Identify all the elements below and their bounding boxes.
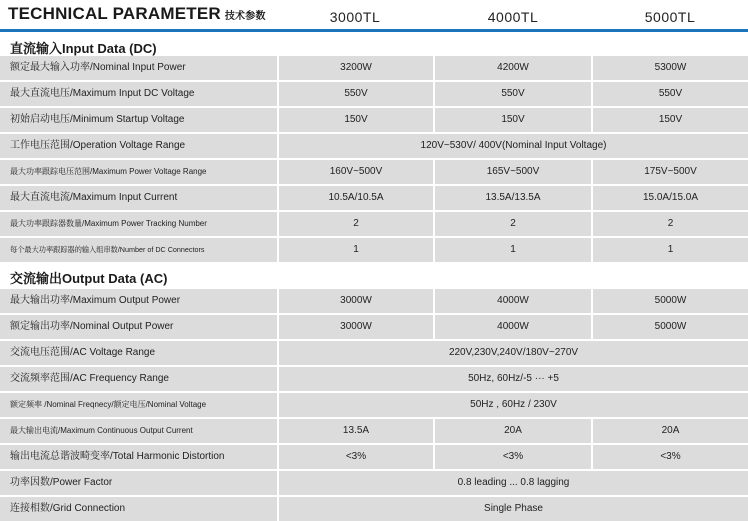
row-label: 最大输出功率/Maximum Output Power bbox=[0, 289, 277, 313]
table-row bbox=[0, 471, 748, 495]
row-label: 额定最大输入功率/Nominal Input Power bbox=[0, 56, 277, 80]
table-row bbox=[0, 289, 748, 313]
header-divider bbox=[0, 29, 748, 32]
row-label: 连接相数/Grid Connection bbox=[0, 497, 277, 521]
value-5000tl: 2 bbox=[593, 212, 748, 236]
row-label: 输出电流总谐波畸变率/Total Harmonic Distortion bbox=[0, 445, 277, 469]
table-row bbox=[0, 186, 748, 210]
page-title bbox=[8, 4, 266, 24]
value-3000tl: 1 bbox=[279, 238, 433, 262]
value-all-models: Single Phase bbox=[279, 497, 748, 521]
row-label: 最大直流电流/Maximum Input Current bbox=[0, 186, 277, 210]
row-label: 额定输出功率/Nominal Output Power bbox=[0, 315, 277, 339]
table-row bbox=[0, 160, 748, 184]
value-5000tl: 175V~500V bbox=[593, 160, 748, 184]
value-5000tl: 15.0A/15.0A bbox=[593, 186, 748, 210]
value-all-models: 0.8 leading ... 0.8 lagging bbox=[279, 471, 748, 495]
value-3000tl: 150V bbox=[279, 108, 433, 132]
value-3000tl: 3200W bbox=[279, 56, 433, 80]
row-label: 最大功率跟踪器数量/Maximum Power Tracking Number bbox=[0, 212, 277, 236]
value-4000tl: 20A bbox=[435, 419, 591, 443]
value-all-models: 220V,230V,240V/180V~270V bbox=[279, 341, 748, 365]
row-label: 额定频率 /Nominal Freqnecy/额定电压/Nominal Voltage bbox=[0, 393, 277, 417]
row-label: 每个最大功率跟踪器的输入组串数/Number of DC Connectors bbox=[0, 238, 277, 262]
value-4000tl: 550V bbox=[435, 82, 591, 106]
model-5000tl: 5000TL bbox=[644, 9, 696, 25]
table-row bbox=[0, 497, 748, 521]
value-5000tl: 5000W bbox=[593, 315, 748, 339]
value-4000tl: 2 bbox=[435, 212, 591, 236]
dc-heading-text: 直流输入Input Data (DC) bbox=[10, 41, 157, 56]
row-label: 交流频率范围/AC Frequency Range bbox=[0, 367, 277, 391]
table-row bbox=[0, 238, 748, 262]
row-label: 最大输出电流/Maximum Continuous Output Current bbox=[0, 419, 277, 443]
value-5000tl: 5000W bbox=[593, 289, 748, 313]
row-label: 最大功率跟踪电压范围/Maximum Power Voltage Range bbox=[0, 160, 277, 184]
value-4000tl: 150V bbox=[435, 108, 591, 132]
table-row bbox=[0, 134, 748, 158]
row-label: 工作电压范围/Operation Voltage Range bbox=[0, 134, 277, 158]
model-3000tl: 3000TL bbox=[329, 9, 381, 25]
title-en: TECHNICAL PARAMETER bbox=[8, 4, 221, 23]
value-5000tl: <3% bbox=[593, 445, 748, 469]
value-5000tl: 1 bbox=[593, 238, 748, 262]
value-3000tl: 3000W bbox=[279, 315, 433, 339]
row-label: 初始启动电压/Minimum Startup Voltage bbox=[0, 108, 277, 132]
value-all-models: 50Hz , 60Hz / 230V bbox=[279, 393, 748, 417]
value-4000tl: 13.5A/13.5A bbox=[435, 186, 591, 210]
table-row bbox=[0, 315, 748, 339]
table-row bbox=[0, 82, 748, 106]
value-5000tl: 20A bbox=[593, 419, 748, 443]
model-4000tl: 4000TL bbox=[487, 9, 539, 25]
value-3000tl: 13.5A bbox=[279, 419, 433, 443]
value-4000tl: 4000W bbox=[435, 315, 591, 339]
table-row bbox=[0, 108, 748, 132]
value-3000tl: 10.5A/10.5A bbox=[279, 186, 433, 210]
row-label: 交流电压范围/AC Voltage Range bbox=[0, 341, 277, 365]
table-row bbox=[0, 367, 748, 391]
row-label: 最大直流电压/Maximum Input DC Voltage bbox=[0, 82, 277, 106]
value-4000tl: 1 bbox=[435, 238, 591, 262]
ac-heading-text: 交流输出Output Data (AC) bbox=[10, 271, 168, 286]
value-all-models: 120V~530V/ 400V(Nominal Input Voltage) bbox=[279, 134, 748, 158]
value-3000tl: 550V bbox=[279, 82, 433, 106]
table-row bbox=[0, 393, 748, 417]
table-row bbox=[0, 341, 748, 365]
value-3000tl: 3000W bbox=[279, 289, 433, 313]
table-row bbox=[0, 419, 748, 443]
table-row bbox=[0, 445, 748, 469]
value-4000tl: 4000W bbox=[435, 289, 591, 313]
row-label: 功率因数/Power Factor bbox=[0, 471, 277, 495]
value-3000tl: 2 bbox=[279, 212, 433, 236]
value-5000tl: 5300W bbox=[593, 56, 748, 80]
value-4000tl: 165V~500V bbox=[435, 160, 591, 184]
ac-section-heading bbox=[0, 264, 748, 288]
value-5000tl: 550V bbox=[593, 82, 748, 106]
title-cn: 技术参数 bbox=[224, 11, 266, 22]
value-3000tl: <3% bbox=[279, 445, 433, 469]
value-all-models: 50Hz, 60Hz/-5 ··· +5 bbox=[279, 367, 748, 391]
value-3000tl: 160V~500V bbox=[279, 160, 433, 184]
table-row bbox=[0, 56, 748, 80]
value-5000tl: 150V bbox=[593, 108, 748, 132]
value-4000tl: <3% bbox=[435, 445, 591, 469]
table-row bbox=[0, 212, 748, 236]
dc-section-heading bbox=[0, 34, 748, 58]
table-header bbox=[0, 0, 748, 30]
value-4000tl: 4200W bbox=[435, 56, 591, 80]
